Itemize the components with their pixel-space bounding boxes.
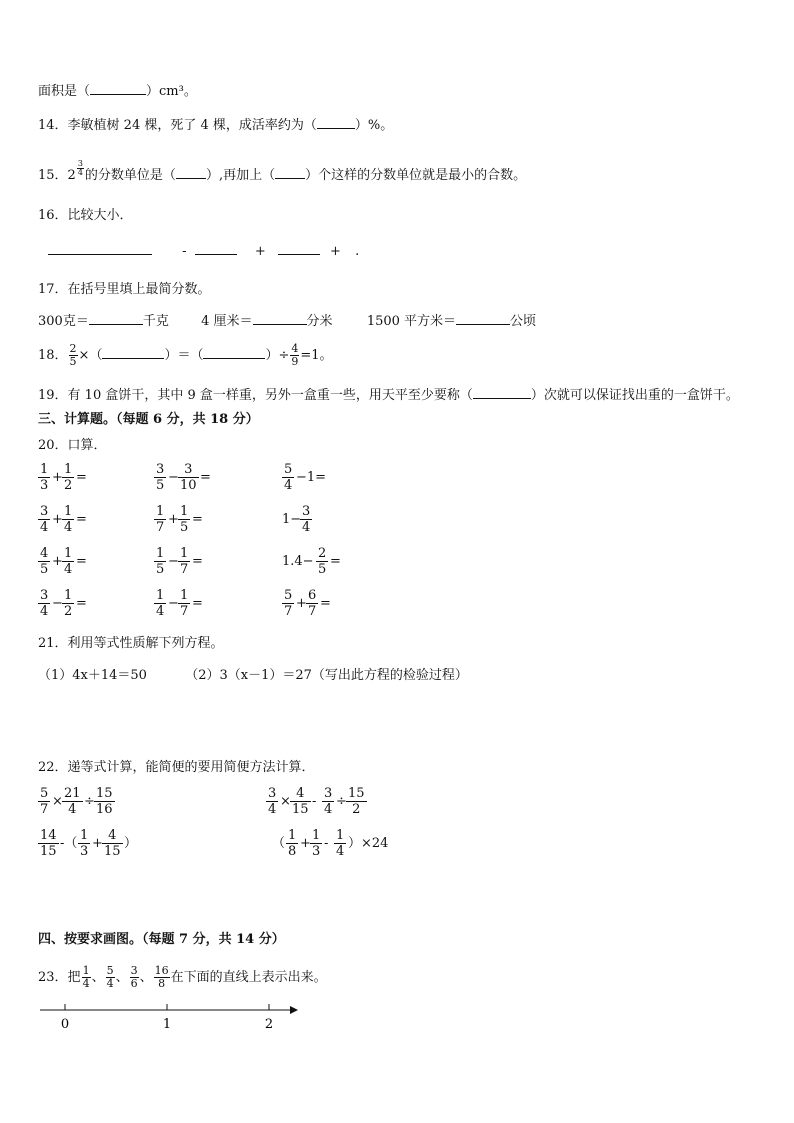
question-20: 20．口算．	[38, 438, 107, 453]
answer-blank[interactable]	[473, 386, 531, 399]
fraction: $\frac{1}{5}$	[180, 504, 189, 535]
fraction: $\frac{15}{16}$	[96, 786, 113, 817]
fraction: $\frac{3}{4}$	[324, 786, 333, 817]
fraction: $\frac{1}{2}$	[64, 462, 73, 493]
operator: =	[320, 596, 331, 611]
answer-blank[interactable]	[278, 242, 320, 255]
operator: =	[200, 470, 211, 485]
fraction: $\frac{4}{15}$	[104, 828, 121, 859]
answer-blank[interactable]	[317, 116, 355, 129]
question-22: 22．递等式计算，能简便的要用简便方法计算．	[38, 760, 315, 775]
fraction: $\frac{1}{2}$	[64, 588, 73, 619]
tick-label: 1	[162, 1017, 172, 1032]
operator: ÷	[84, 794, 95, 809]
fraction: $\frac{21}{4}$	[64, 786, 81, 817]
tick-label: 0	[60, 1017, 70, 1032]
equation-2: （2）3（x－1）＝27（写出此方程的检验过程）	[185, 668, 468, 683]
operator: +	[92, 836, 103, 851]
question-15: 15．2 $\frac{3}{4}$ 的分数单位是（ ）,再加上（ ）个这样的分数单位就是最小的合数。	[38, 159, 527, 183]
operator: =	[76, 596, 87, 611]
operator: −	[168, 554, 179, 569]
operator: -	[312, 794, 317, 809]
operator: −	[168, 596, 179, 611]
question-16: 16．比较大小．	[38, 208, 133, 223]
fraction: $\frac{3}{4}$	[302, 504, 311, 535]
answer-blank[interactable]	[253, 312, 307, 325]
fraction: $\frac{5}{4}$	[284, 462, 293, 493]
fraction: $\frac{3}{4}$	[268, 786, 277, 817]
fraction: $\frac{3}{4}$	[40, 588, 49, 619]
fraction: $\frac{14}{15}$	[40, 828, 57, 859]
answer-blank[interactable]	[48, 242, 152, 255]
q21-problems	[38, 668, 468, 684]
answer-blank[interactable]	[102, 346, 164, 359]
operator: =	[76, 470, 87, 485]
fraction: $\frac{1}{8}$	[288, 828, 297, 859]
answer-blank[interactable]	[275, 166, 305, 179]
operator: =	[76, 512, 87, 527]
operator: =	[76, 554, 87, 569]
fraction: $\frac{1}{4}$	[156, 588, 165, 619]
answer-blank[interactable]	[203, 346, 265, 359]
operator: −	[168, 470, 179, 485]
operator: ×	[52, 794, 63, 809]
section-3-title: 三、计算题。（每题 6 分，共 18 分）	[38, 412, 259, 427]
question-14: 14．李敏植树 24 棵，死了 4 棵，成活率约为（ ）%。	[38, 118, 394, 133]
operator: -（	[60, 836, 78, 851]
question-19: 19．有 10 盒饼干，其中 9 盒一样重，另外一盒重一些，用天平至少要称（ ）次就可以保证找出重的一盒饼干。	[38, 388, 739, 403]
operator: =	[192, 512, 203, 527]
operator: =	[192, 554, 203, 569]
arrow-icon	[290, 1006, 298, 1014]
operator: 1.4−	[282, 554, 314, 569]
answer-blank[interactable]	[90, 82, 146, 95]
fraction: $\frac{2}{5}$	[318, 546, 327, 577]
operator: ÷	[336, 794, 347, 809]
operator: +	[52, 470, 63, 485]
operator: ×	[280, 794, 291, 809]
operator: +	[52, 512, 63, 527]
operator: ）	[124, 836, 138, 851]
tick-label: 2	[264, 1017, 274, 1032]
operator: ）×24	[348, 836, 389, 851]
operator: +	[168, 512, 179, 527]
number-line[interactable]	[30, 1000, 310, 1036]
operator: +	[300, 836, 311, 851]
fraction: $\frac{4}{5}$	[40, 546, 49, 577]
fraction: $\frac{1}{3}$	[312, 828, 321, 859]
operator: （	[272, 836, 286, 851]
fraction: $\frac{4}{15}$	[292, 786, 309, 817]
fraction: $\frac{3}{10}$	[180, 462, 197, 493]
operator: =	[330, 554, 341, 569]
question-23: 23．把 $\frac{1}{4}$ 、 $\frac{5}{4}$ 、 $\frac{3}{6}$ 、 $\frac{16}{8}$ 在下面的直线上表示出来。	[38, 964, 327, 990]
fraction: $\frac{5}{7}$	[284, 588, 293, 619]
operator: −1=	[296, 470, 327, 485]
fraction: $\frac{5}{7}$	[40, 786, 49, 817]
question-21: 21．利用等式性质解下列方程。	[38, 636, 224, 651]
q16-blank-row: - + + .	[48, 242, 359, 260]
answer-blank[interactable]	[456, 312, 510, 325]
q17-items: 300克＝ 千克 4 厘米＝ 分米 1500 平方米＝ 公顷	[38, 314, 537, 329]
operator: -	[324, 836, 329, 851]
operator: 1−	[282, 512, 302, 527]
fraction: $\frac{1}{4}$	[336, 828, 345, 859]
equation-1: （1）4x＋14＝50	[38, 668, 147, 683]
answer-blank[interactable]	[195, 242, 237, 255]
answer-blank[interactable]	[89, 312, 143, 325]
fraction: $\frac{6}{7}$	[308, 588, 317, 619]
operator: +	[52, 554, 63, 569]
question-18: 18． $\frac{2}{5}$ ×（ ）＝（ ）÷ $\frac{4}{9}$ =1。	[38, 342, 333, 368]
fraction: $\frac{1}{4}$	[64, 504, 73, 535]
operator: =	[192, 596, 203, 611]
fraction: $\frac{3}{4}$	[40, 504, 49, 535]
section-4-title: 四、按要求画图。（每题 7 分，共 14 分）	[38, 932, 285, 947]
q13-tail: 面积是（ ）cm³。	[38, 84, 197, 99]
fraction: $\frac{1}{7}$	[180, 588, 189, 619]
fraction: $\frac{1}{3}$	[80, 828, 89, 859]
fraction: $\frac{1}{3}$	[40, 462, 49, 493]
operator: −	[52, 596, 63, 611]
question-17: 17．在括号里填上最简分数。	[38, 282, 211, 297]
fraction: $\frac{1}{4}$	[64, 546, 73, 577]
operator: +	[296, 596, 307, 611]
fraction: $\frac{15}{2}$	[348, 786, 365, 817]
fraction: $\frac{1}{7}$	[180, 546, 189, 577]
answer-blank[interactable]	[176, 166, 206, 179]
fraction: $\frac{1}{5}$	[156, 546, 165, 577]
fraction: $\frac{3}{5}$	[156, 462, 165, 493]
fraction: $\frac{1}{7}$	[156, 504, 165, 535]
